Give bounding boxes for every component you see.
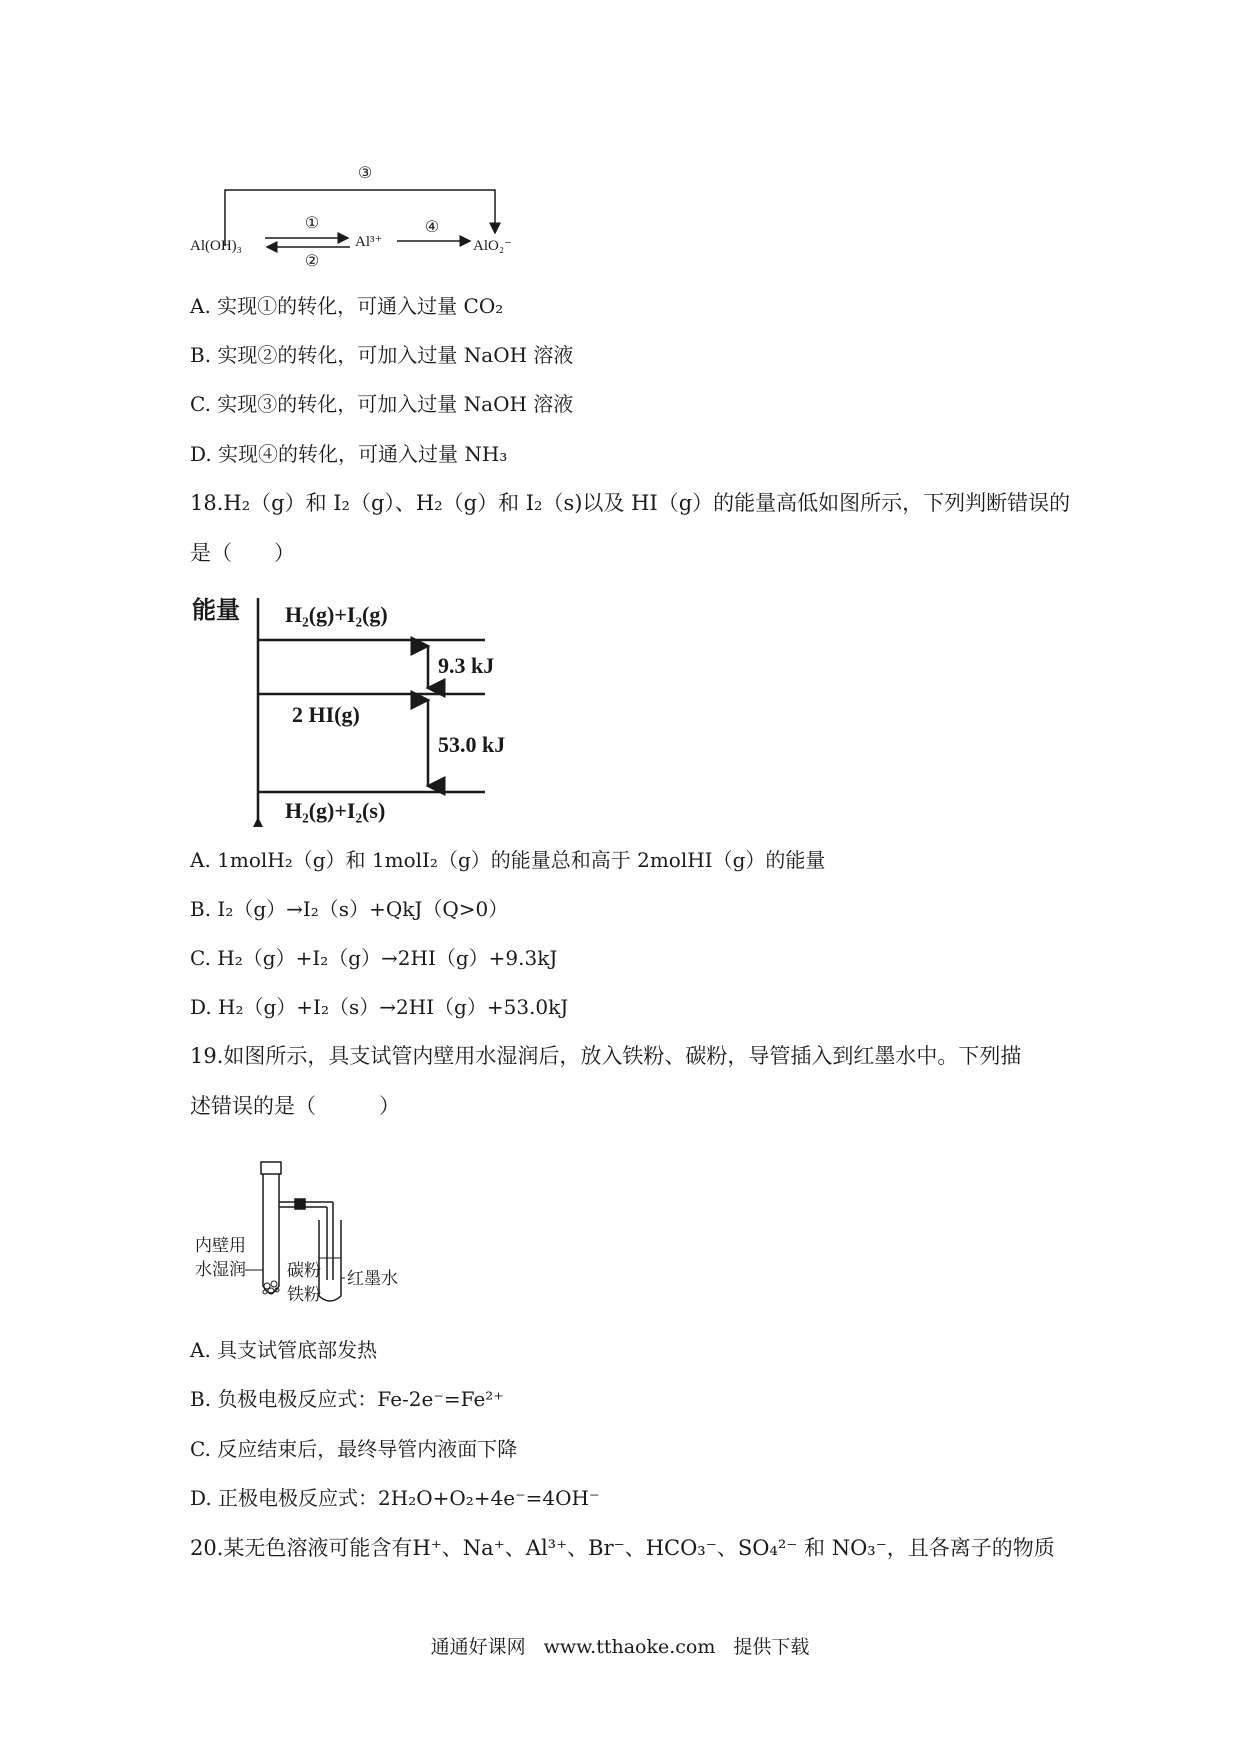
q19-option-a: A. 具支试管底部发热 — [190, 1338, 378, 1362]
q19-label-wall-1: 内壁用 — [195, 1236, 246, 1255]
q17-label-2: ② — [304, 253, 320, 270]
footer-site-name: 通通好课网 — [430, 1636, 526, 1658]
q19-label-iron: 铁粉 — [287, 1285, 321, 1304]
q19-label-wall-2: 水湿润 — [195, 1260, 246, 1279]
q17-species-al3: Al³⁺ — [355, 234, 383, 250]
q18-option-d: D. H₂（g）+I₂（s）→2HI（g）+53.0kJ — [190, 995, 569, 1019]
q18-option-c: C. H₂（g）+I₂（g）→2HI（g）+9.3kJ — [190, 946, 558, 970]
q19-option-c: C. 反应结束后，最终导管内液面下降 — [190, 1437, 518, 1461]
q17-option-c: C. 实现③的转化，可加入过量 NaOH 溶液 — [190, 392, 574, 416]
q18-option-b: B. I₂（g）→I₂（s）+QkJ（Q>0） — [190, 897, 509, 921]
q18-axis-label: 能量 — [192, 598, 240, 624]
q18-level-top-label: H₂(g)+I₂(g) — [285, 602, 388, 627]
q19-label-carbon: 碳粉 — [287, 1261, 321, 1280]
footer-url[interactable]: www.tthaoke.com — [543, 1636, 716, 1658]
q17-species-alo2: AlO₂⁻ — [473, 238, 512, 254]
q18-gap-lower-label: 53.0 kJ — [438, 732, 506, 757]
page-footer — [0, 1632, 1240, 1659]
q17-option-a: A. 实现①的转化，可通入过量 CO₂ — [190, 294, 504, 318]
q17-species-aloh3: Al(OH)₃ — [190, 238, 242, 254]
q18-level-mid-label: 2 HI(g) — [292, 702, 360, 727]
q17-label-1: ① — [304, 215, 320, 232]
q19-option-b: B. 负极电极反应式：Fe-2e⁻=Fe²⁺ — [190, 1387, 504, 1411]
q18-energy-diagram — [190, 592, 530, 827]
footer-suffix: 提供下载 — [733, 1636, 810, 1658]
q19-label-ink: 红墨水 — [347, 1269, 398, 1288]
q19-stem-line1: 19.如图所示，具支试管内壁用水湿润后，放入铁粉、碳粉，导管插入到红墨水中。下列描 — [190, 1044, 1022, 1068]
q19-apparatus-diagram — [195, 1158, 435, 1308]
q18-stem-line2: 是（ ） — [190, 541, 295, 565]
q17-option-d: D. 实现④的转化，可通入过量 NH₃ — [190, 442, 508, 466]
q17-label-4: ④ — [424, 219, 440, 236]
ink-tube-icon — [319, 1220, 341, 1301]
q17-option-b: B. 实现②的转化，可加入过量 NaOH 溶液 — [190, 343, 574, 367]
powder-mixture-icon — [263, 1281, 279, 1294]
q17-conversion-diagram — [185, 158, 525, 273]
q19-stem-line2: 述错误的是（ ） — [190, 1094, 400, 1118]
q18-stem-line1: 18.H₂（g）和 I₂（g）、H₂（g）和 I₂（s)以及 HI（g）的能量高低如图所示，下列判断错误的 — [190, 491, 1071, 515]
q20-stem-line1: 20.某无色溶液可能含有H⁺、Na⁺、Al³⁺、Br⁻、HCO₃⁻、SO₄²⁻ 和 NO₃⁻，且各离子的物质 — [190, 1536, 1055, 1560]
q18-gap-upper-label: 9.3 kJ — [438, 653, 495, 678]
q18-level-bottom-label: H₂(g)+I₂(s) — [285, 798, 386, 823]
q18-option-a: A. 1molH₂（g）和 1molI₂（g）的能量总和高于 2molHI（g）的能量 — [190, 848, 826, 872]
q19-option-d: D. 正极电极反应式：2H₂O+O₂+4e⁻=4OH⁻ — [190, 1486, 600, 1510]
q17-label-3: ③ — [357, 165, 373, 182]
